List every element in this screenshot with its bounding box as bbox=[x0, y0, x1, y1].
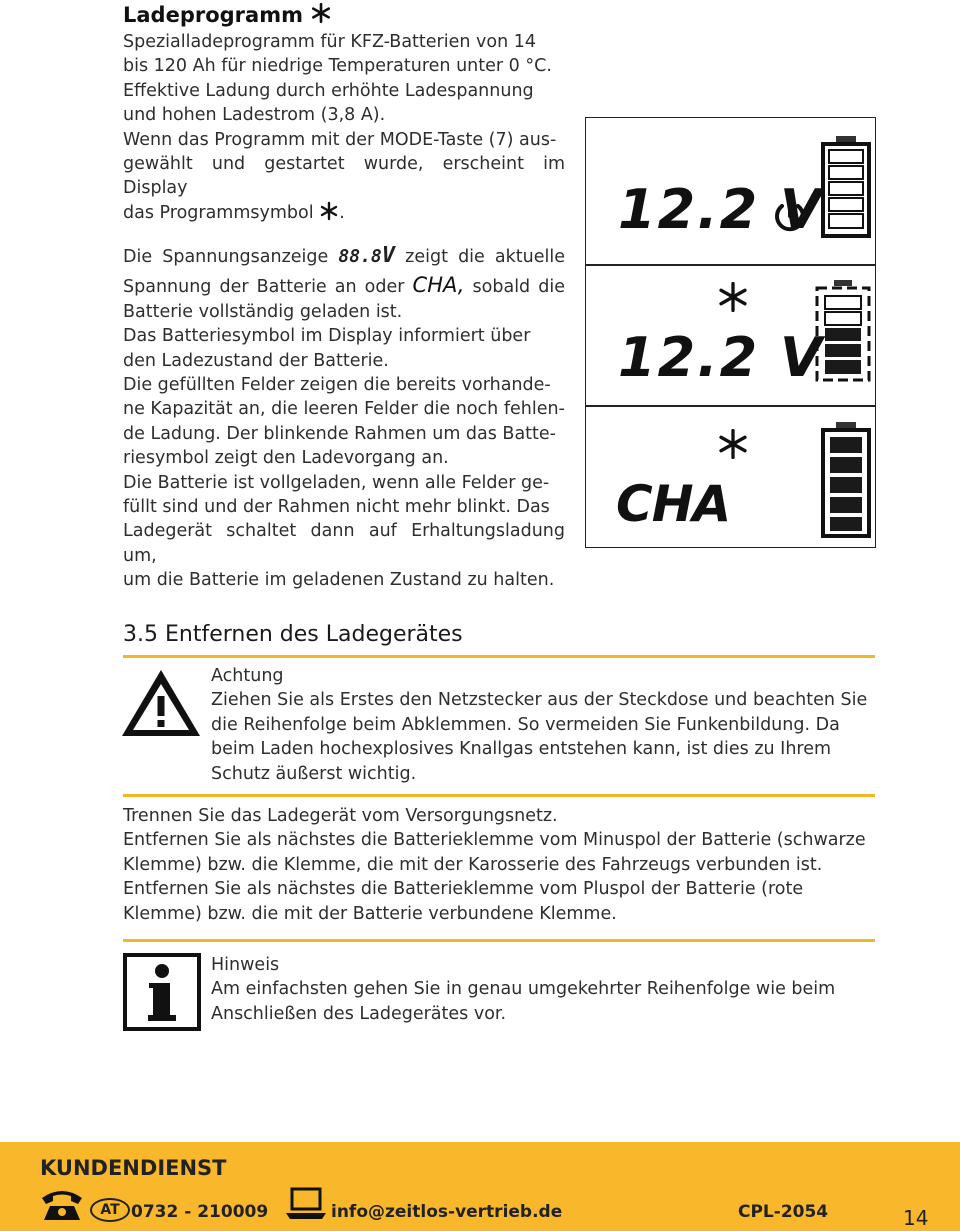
email-link[interactable]: info@zeitlos-vertrieb.de bbox=[331, 1202, 563, 1222]
lcd-sample-glyph bbox=[338, 243, 396, 268]
ladeprogramm-text bbox=[123, 30, 565, 225]
battery-full-empty-icon bbox=[820, 135, 872, 239]
text-fragment: zeigt die aktuelle bbox=[405, 247, 565, 267]
text-line: Anschließen des Ladegerätes vor. bbox=[211, 1003, 507, 1024]
footer-title: KUNDENDIENST bbox=[40, 1156, 227, 1180]
hinweis-text bbox=[211, 953, 875, 1026]
divider bbox=[123, 655, 875, 658]
warning-icon bbox=[119, 667, 203, 739]
text-line: Batterie vollständig geladen ist. bbox=[123, 301, 403, 322]
text-line: die Reihenfolge beim Abklemmen. So vermeiden Sie Funkenbildung. Da bbox=[211, 714, 840, 735]
section-heading-ladeprogramm bbox=[123, 2, 332, 27]
display-panel-charged bbox=[585, 406, 876, 548]
model-number: CPL-2054 bbox=[738, 1202, 829, 1222]
text-line: füllt sind und der Rahmen nicht mehr blinkt. Das bbox=[123, 497, 550, 518]
section-title: 3.5 Entfernen des Ladegerätes bbox=[123, 622, 463, 647]
snowflake-icon bbox=[718, 282, 748, 312]
text-fragment: Spannung der Batterie an oder bbox=[123, 277, 405, 298]
country-code: AT bbox=[100, 1202, 120, 1218]
info-icon bbox=[123, 953, 201, 1031]
voltage-readout: 12.2 V bbox=[618, 326, 824, 389]
phone-number[interactable]: 0732 - 210009 bbox=[131, 1202, 269, 1222]
text-line: Entfernen Sie als nächstes die Batterieklemme vom Pluspol der Batterie (rote bbox=[123, 879, 804, 900]
snowflake-icon bbox=[310, 2, 332, 24]
text-line: Spezialladeprogramm für KFZ-Batterien von 14 bbox=[123, 32, 536, 52]
text-line: de Ladung. Der blinkende Rahmen um das Batte- bbox=[123, 423, 556, 444]
text-line: den Ladezustand der Batterie. bbox=[123, 350, 389, 371]
text-line: Am einfachsten gehen Sie in genau umgekehrter Reihenfolge wie beim bbox=[211, 979, 836, 1000]
cha-inline-glyph: CHA, bbox=[412, 273, 465, 298]
text-line: um die Batterie im geladenen Zustand zu halten. bbox=[123, 570, 555, 591]
voltage-readout: 12.2 V bbox=[618, 178, 824, 241]
text-fragment: Die Spannungsanzeige bbox=[123, 247, 329, 267]
snowflake-icon bbox=[718, 429, 748, 459]
text-line: Die gefüllten Felder zeigen die bereits vorhande- bbox=[123, 375, 551, 396]
text-line: Klemme) bzw. die Klemme, die mit der Karosserie des Fahrzeugs verbunden ist. bbox=[123, 854, 823, 875]
text-line: gewählt und gestartet wurde, erscheint im Display bbox=[123, 154, 565, 199]
text-line: Effektive Ladung durch erhöhte Ladespannung bbox=[123, 80, 534, 101]
country-badge bbox=[90, 1198, 130, 1222]
text-line: beim Laden hochexplosives Knallgas entstehen kann, ist dies zu Ihrem bbox=[211, 739, 832, 760]
display-panel-charging bbox=[585, 265, 876, 406]
text-line: Das Batteriesymbol im Display informiert über bbox=[123, 326, 531, 347]
lcd-sample-digits: 88.8 bbox=[338, 246, 382, 267]
spannung-text bbox=[123, 244, 565, 593]
battery-charging-icon bbox=[814, 278, 872, 382]
cha-readout: CHA bbox=[616, 475, 731, 533]
divider bbox=[123, 939, 875, 942]
heading-text: Ladeprogramm bbox=[123, 3, 303, 27]
hinweis-heading: Hinweis bbox=[211, 955, 280, 975]
text-line: Klemme) bzw. die mit der Batterie verbundene Klemme. bbox=[123, 903, 617, 924]
text-fragment: das Programmsymbol bbox=[123, 202, 314, 223]
footer bbox=[0, 1142, 960, 1231]
text-line: ne Kapazität an, die leeren Felder die noch fehlen- bbox=[123, 399, 565, 420]
text-line-with-cha bbox=[123, 273, 565, 299]
snowflake-icon bbox=[319, 201, 339, 221]
display-panel-power bbox=[585, 117, 876, 265]
text-line: Entfernen Sie als nächstes die Batterieklemme vom Minuspol der Batterie (schwarze bbox=[123, 830, 866, 851]
laptop-icon bbox=[284, 1187, 328, 1221]
text-fragment: sobald die bbox=[472, 277, 565, 298]
lcd-sample-unit: V bbox=[381, 243, 396, 268]
text-line: riesymbol zeigt den Ladevorgang an. bbox=[123, 448, 449, 469]
text-line: Ladegerät schaltet dann auf Erhaltungsladung um, bbox=[123, 521, 565, 566]
text-line: Die Batterie ist vollgeladen, wenn alle Felder ge- bbox=[123, 472, 550, 493]
text-line-with-icon bbox=[123, 201, 565, 225]
text-line: und hohen Ladestrom (3,8 A). bbox=[123, 105, 386, 126]
page-number: 14 bbox=[903, 1206, 929, 1230]
warning-heading: Achtung bbox=[211, 666, 284, 686]
removal-instructions bbox=[123, 804, 875, 926]
text-line: Trennen Sie das Ladegerät vom Versorgungsnetz. bbox=[123, 806, 558, 826]
telephone-icon bbox=[40, 1188, 84, 1222]
text-line: Wenn das Programm mit der MODE-Taste (7) aus- bbox=[123, 129, 557, 150]
battery-full-icon bbox=[820, 421, 872, 539]
text-line-with-lcd bbox=[123, 244, 565, 269]
text-line: Ziehen Sie als Erstes den Netzstecker aus der Steckdose und beachten Sie bbox=[211, 690, 868, 711]
divider bbox=[123, 794, 875, 797]
power-icon bbox=[771, 196, 809, 236]
warning-text bbox=[211, 664, 875, 786]
text-line: Schutz äußerst wichtig. bbox=[211, 763, 417, 784]
text-fragment: . bbox=[339, 202, 345, 223]
text-line: bis 120 Ah für niedrige Temperaturen unter 0 °C. bbox=[123, 56, 552, 77]
